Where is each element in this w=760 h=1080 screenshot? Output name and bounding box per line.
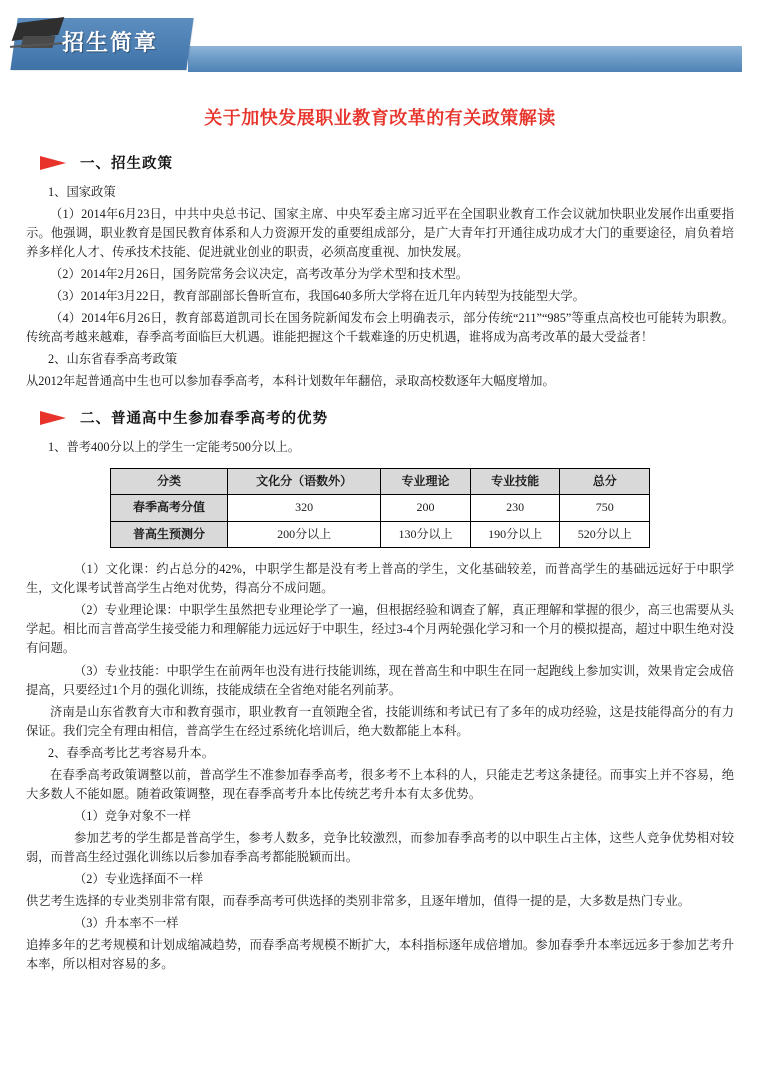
advantage-sub-3-text: 追捧多年的艺考规模和计划成缩减趋势，而春季高考规模不断扩大，本科指标逐年成倍增加。参加春季升本率远远多于参加艺考升本率，所以相对容易的多。 (26, 938, 734, 972)
document-body (0, 104, 760, 974)
advantage-para-policy-change: 在春季高考政策调整以前，普高学生不准参加春季高考，很多考不上本科的人，只能走艺考这条捷径。而事实上并不容易，绝大多数人不能如愿。随着政策调整，现在春季高考升本比传统艺考升本有太多优势。 (26, 767, 734, 801)
page-header (0, 0, 760, 78)
header-banner-bar (188, 46, 742, 72)
policy-item-1: （1）2014年6月23日，中共中央总书记、国家主席、中央军委主席习近平在全国职业教育工作会议就加快职业发展作出重要指示。他强调，职业教育是国民教育体系和人力资源开发的重要组成部分，是广大青年打开通往成功成才大门的重要途径，肩负着培养多样化人才、传承技术技能、促进就业创业的职责，必须高度重视、加快发展。 (26, 207, 734, 260)
policy-item-4: （4）2014年6月26日，教育部葛道凯司长在国务院新闻发布会上明确表示，部分传统“211”“985”等重点高校也可能转为职教。传统高考越来越难，春季高考面临巨大机遇。谁能把握这个千载难逢的历史机遇，谁将成为高考改革的最大受益者！ (26, 311, 734, 345)
subheading-shandong-policy: 2、山东省春季高考政策 (48, 352, 178, 367)
policy-item-3: （3）2014年3月22日，教育部副部长鲁昕宣布，我国640多所大学将在近几年内转型为技能型大学。 (50, 289, 585, 304)
table-cell: 春季高考分值 (111, 495, 228, 522)
policy-item-2: （2）2014年2月26日，国务院常务会议决定，高考改革分为学术型和技术型。 (50, 267, 469, 282)
table-header-cell: 专业技能 (470, 468, 560, 495)
table-header-cell: 分类 (111, 468, 228, 495)
advantage-item-1: 1、普考400分以上的学生一定能考500分以上。 (48, 440, 301, 455)
table-cell: 750 (560, 495, 650, 522)
table-header-cell: 总分 (560, 468, 650, 495)
advantage-item-2: 2、春季高考比艺考容易升本。 (48, 745, 215, 760)
score-table (110, 468, 650, 549)
advantage-para-theory: （2）专业理论课：中职学生虽然把专业理论学了一遍，但根据经验和调查了解，真正理解和掌握的很少，高三也需要从头学起。相比而言普高学生接受能力和理解能力远远好于中职生，经过3-4个月两轮强化学习和一个月的模拟提高，超过中职生绝对没有问题。 (26, 603, 734, 656)
table-cell: 230 (470, 495, 560, 522)
section-heading-2 (40, 407, 734, 428)
table-row (111, 495, 650, 522)
advantage-para-jinan: 济南是山东省教育大市和教育强市，职业教育一直领跑全省，技能训练和考试已有了多年的成功经验，这是技能得高分的有力保证。我们完全有理由相信，普高学生在经过系统化培训后，绝大数都能上本科。 (26, 704, 734, 738)
table-cell: 320 (227, 495, 380, 522)
table-row (111, 521, 650, 548)
table-header-cell: 文化分（语数外） (227, 468, 380, 495)
arrow-right-icon (40, 411, 66, 425)
arrow-right-icon (40, 156, 66, 170)
advantage-sub-3: （3）升本率不一样 (74, 916, 179, 931)
advantage-sub-2-text: 供艺考生选择的专业类别非常有限，而春季高考可供选择的类别非常多，且逐年增加，值得一提的是，大多数是热门专业。 (26, 894, 691, 909)
advantage-para-culture: （1）文化课：约占总分的42%，中职学生都是没有考上普高的学生，文化基础较差，而普高学生的基础远远好于中职学生，文化课考试普高学生占绝对优势，得高分不成问题。 (26, 562, 734, 596)
shandong-policy-text: 从2012年起普通高中生也可以参加春季高考，本科计划数年年翻倍，录取高校数逐年大幅度增加。 (26, 374, 555, 389)
table-cell: 130分以上 (381, 521, 471, 548)
table-cell: 200 (381, 495, 471, 522)
table-cell: 200分以上 (227, 521, 380, 548)
header-logo-text: 招生简章 (62, 31, 159, 56)
page-title: 关于加快发展职业教育改革的有关政策解读 (204, 108, 556, 128)
table-header-row (111, 468, 650, 495)
advantage-sub-1-text: 参加艺考的学生都是普高学生，参考人数多，竞争比较激烈，而参加春季高考的以中职生占主体，这些人竞争优势相对较弱，而普高生经过强化训练以后参加春季高考都能脱颖而出。 (26, 830, 734, 864)
table-cell: 190分以上 (470, 521, 560, 548)
advantage-para-skill: （3）专业技能：中职学生在前两年也没有进行技能训练，现在普高生和中职生在同一起跑线上参加实训，效果肯定会成倍提高，只要经过1个月的强化训练，技能成绩在全省绝对能名列前茅。 (26, 663, 734, 697)
advantage-sub-1: （1）竞争对象不一样 (74, 808, 191, 823)
table-cell: 520分以上 (560, 521, 650, 548)
section-heading-1 (40, 152, 734, 173)
table-header-cell: 专业理论 (381, 468, 471, 495)
table-cell: 普高生预测分 (111, 521, 228, 548)
advantage-sub-2: （2）专业选择面不一样 (74, 872, 204, 886)
section-title-2: 二、普通高中生参加春季高考的优势 (80, 411, 328, 428)
subheading-national-policy: 1、国家政策 (48, 185, 116, 199)
section-title-1: 一、招生政策 (80, 156, 173, 172)
